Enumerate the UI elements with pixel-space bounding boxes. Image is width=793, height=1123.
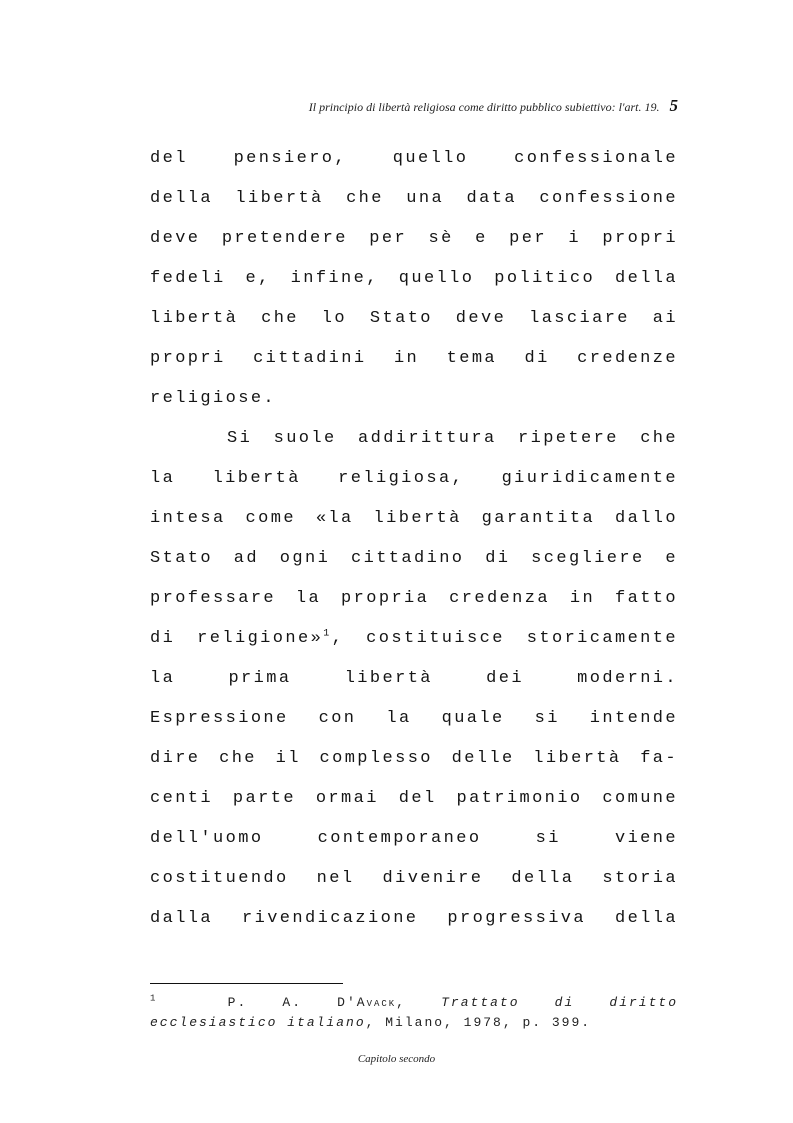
running-header [150, 96, 678, 116]
footnote-number: 1 [150, 993, 158, 1004]
text-line: libertà che lo Stato deve lasciare ai [150, 309, 678, 328]
text-fragment: , costituisce storicamente [331, 629, 678, 648]
text-line: intesa come «la libertà garantita dallo [150, 509, 678, 528]
text-line: professare la propria credenza in fatto [150, 589, 678, 608]
text-line: della libertà che una data confessione [150, 189, 678, 208]
text-line-indented: Si suole addirittura ripetere che [227, 429, 678, 448]
footnotes [150, 994, 678, 1034]
footnote-line [150, 994, 678, 1014]
running-title: Il principio di libertà religiosa come diritto pubblico subiettivo: l'art. 19. [308, 100, 660, 114]
footnote-author: D'Avack, [337, 995, 406, 1010]
text-line: centi parte ormai del patrimonio comune [150, 789, 678, 808]
body-text [150, 145, 678, 945]
text-fragment: di religione» [150, 629, 324, 648]
footnote-initials: P. A. [227, 995, 303, 1010]
text-line: dalla rivendicazione progressiva della [150, 909, 678, 928]
footnote-reference[interactable]: 1 [323, 628, 332, 640]
text-line: Stato ad ogni cittadino di scegliere e [150, 549, 678, 568]
footnote-citation: , Milano, 1978, p. 399. [365, 1015, 592, 1030]
text-line: propri cittadini in tema di credenze [150, 349, 678, 368]
text-line: Espressione con la quale si intende [150, 709, 678, 728]
footnote-line [150, 1014, 678, 1034]
running-footer: Capitolo secondo [357, 1053, 436, 1065]
text-line: la libertà religiosa, giuridicamente [150, 469, 678, 488]
text-line: dire che il complesso delle libertà fa- [150, 749, 678, 768]
text-line: fedeli e, infine, quello politico della [150, 269, 678, 288]
text-line: dell'uomo contemporaneo si viene [150, 829, 678, 848]
page-number: 5 [669, 96, 678, 115]
text-line-with-footnote [150, 625, 678, 665]
text-line: la prima libertà dei moderni. [150, 669, 678, 688]
text-line: deve pretendere per sè e per i propri [150, 229, 678, 248]
text-line: del pensiero, quello confessionale [150, 149, 678, 168]
footnote-title-part: Trattato di diritto [441, 995, 679, 1010]
text-line: costituendo nel divenire della storia [150, 869, 678, 888]
text-line: religiose. [150, 389, 277, 408]
footnote-title-part: ecclesiastico italiano [150, 1015, 366, 1030]
footnote-divider [150, 983, 343, 984]
